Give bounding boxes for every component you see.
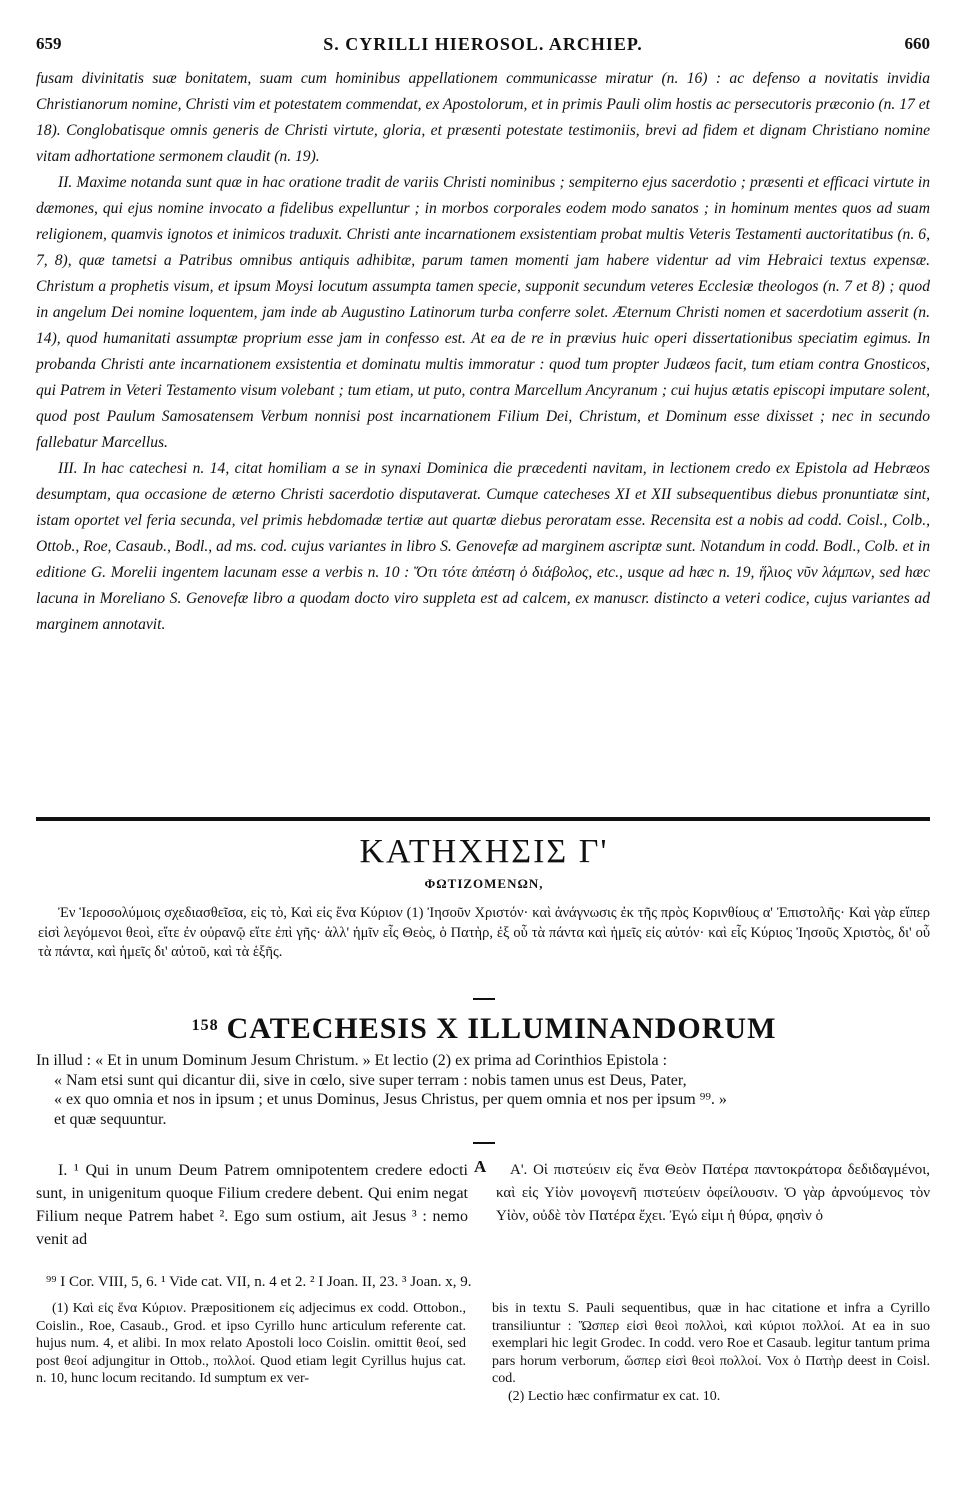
latin-body-column [36, 1159, 468, 1251]
latin-lemma [36, 1051, 930, 1129]
note-1: (1) Καὶ εἰς ἕνα Κύριον. Præpositionem εἰς adjecimus ex codd. Ottobon., Coislin., Roe, Casaub., Grod. et ipso Cyrillo hunc articulum referente cat. hujus num. 4, et alibi. In mox relato Apostoli loco Coislin. omittit θεοί, sed post θεοί adjungitur in Ottob., πολλοί. Quod etiam legit Cyrillus hujus cat. n. 10, hunc locum recitando. Id sumptum ex ver- [36, 1301, 466, 1386]
latin-title-text: CATECHESIS X ILLUMINANDORUM [226, 1012, 777, 1045]
margin-letter: A [474, 1157, 487, 1176]
greek-title: ΚΑΤΗΧΗΣΙΣ Γ' [359, 833, 609, 870]
short-divider [473, 998, 495, 1000]
latin-title [0, 1012, 968, 1046]
section-divider [36, 817, 930, 821]
lemma-line-1: In illud : « Et in unum Dominum Jesum Christum. » Et lectio (2) ex prima ad Corinthios Epistola : [36, 1052, 668, 1069]
notes-right-column [492, 1300, 930, 1405]
scripture-references: ⁹⁹ I Cor. VIII, 5, 6. ¹ Vide cat. VII, n. 4 et 2. ² I Joan. II, 23. ³ Joan. x, 9. [46, 1274, 472, 1290]
intro-paragraph-1: fusam divinitatis suæ bonitatem, suam cum hominibus appellationem communicasse miratur (n. 16) : ac defenso a novitatis invidia Christianorum nomine, Christi vim et potestatem commendat, ex Apostolorum, et in primis Pauli olim hostis ac persecutoris præconio (n. 17 et 18). Conglobatisque omnis generis de Christi virtute, gloria, et præsenti potestate testimoniis, brevi ad fidem et dignam Christiano nomine vitam adhortatione sermonem claudit (n. 19). [36, 70, 930, 165]
greek-subtitle: ΦΩΤΙΖΟΜΕΝΩΝ, [424, 876, 544, 891]
lemma-line-3: « ex quo omnia et nos in ipsum ; et unus Dominus, Jesus Christus, per quem omnia et nos per ipsum ⁹⁹. » [54, 1091, 727, 1108]
greek-body-column [496, 1159, 930, 1228]
introduction-text [36, 66, 930, 638]
greek-incipit: Ἐν Ἱεροσολύμοις σχεδιασθεῖσα, εἰς τὸ, Καὶ εἰς ἕνα Κύριον (1) Ἰησοῦν Χριστόν· καὶ ἀνάγνωσις ἐκ τῆς πρὸς Κορινθίους α' Ἐπιστολῆς· Καὶ γὰρ εἴπερ εἰσὶ λεγόμενοι θεοὶ, εἴτε ἐν οὐρανῷ εἴτε ἐπὶ γῆς· ἀλλ' ἡμῖν εἷς Θεὸς, ὁ Πατὴρ, ἐξ οὗ τὰ πάντα καὶ ἡμεῖς εἰς αὐτόν· καὶ εἷς Κύριος Ἰησοῦς Χριστὸς, δι' οὗ τὰ πάντα, καὶ ἡμεῖς δι' αὐτοῦ, καὶ τὰ ἑξῆς. [38, 905, 930, 960]
note-2: (2) Lectio hæc confirmatur ex cat. 10. [508, 1388, 721, 1404]
running-header [36, 34, 930, 60]
greek-body-text: Α'. Οἱ πιστεύειν εἰς ἕνα Θεὸν Πατέρα παντοκράτορα δεδιδαγμένοι, καὶ εἰς Υἱὸν μονογενῆ πιστεύειν ὀφείλουσιν. Ὁ γὰρ ἀρνούμενος τὸν Υἱὸν, οὐδὲ τὸν Πατέρα ἔχει. Ἐγώ εἰμι ἡ θύρα, φησὶν ὁ [496, 1162, 930, 1224]
notes-left-column [36, 1300, 466, 1388]
intro-paragraph-3: III. In hac catechesi n. 14, citat homiliam a se in synaxi Dominica die præcedenti navitam, in lectionem credo ex Epistola ad Hebræos desumptam, qua occasione de æterno Christi sacerdotio disputaverat. Cumque catecheses XI et XII subsequentibus diebus pronuntiatæ sint, istam oportet vel feria secunda, vel primis hebdomadæ tertiæ aut quartæ diebus peroratam esse. Recensita est a nobis ad codd. Coisl., Colb., Ottob., Roe, Casaub., Bodl., ad ms. cod. cujus variantes in libro S. Genovefæ ad marginem ascriptæ sunt. Notandum in codd. Bodl., Colb. et in editione G. Morelii ingentem lacunam esse a verbis n. 10 : Ὅτι τότε ἀπέστη ὁ διάβολος, etc., usque ad hæc n. 19, ἥλιος νῦν λάμπων, sed hæc lacuna in Moreliano S. Genovefæ libro a quodam docto viro suppleta est ad calcem, ex manuscr. distincto a veteri codice, cujus variantes ad marginem annotavit. [36, 460, 930, 633]
lemma-line-2: « Nam etsi sunt qui dicantur dii, sive in cœlo, sive super terram : nobis tamen unus est Deus, Pater, [54, 1071, 687, 1089]
page-number-left: 659 [36, 34, 62, 53]
running-title: S. CYRILLI HIEROSOL. ARCHIEP. [323, 34, 643, 54]
note-1-continued: bis in textu S. Pauli sequentibus, quæ in hac citatione et infra a Cyrillo transiliuntur : Ὥσπερ εἰσὶ θεοὶ πολλοὶ, καὶ κύριοι πολλοί. At ea in suo exemplari hic legit Grodec. In codd. vero Roe et Casaub. legitur tantum prima pars horum verborum, ὥσπερ εἰσὶ θεοὶ πολλοί. Vox ὁ Πατὴρ deest in Coisl. cod. [492, 1301, 930, 1386]
short-divider [473, 1142, 495, 1144]
lemma-line-4: et quæ sequuntur. [54, 1110, 167, 1128]
page-number-right: 660 [904, 34, 930, 53]
latin-body-text: I. ¹ Qui in unum Deum Patrem omnipotentem credere edocti sunt, in unigenitum quoque Filium credere debent. Qui enim negat Filium neque Patrem habet ². Ego sum ostium, ait Jesus ³ : nemo venit ad [36, 1162, 468, 1248]
intro-paragraph-2: II. Maxime notanda sunt quæ in hac oratione tradit de variis Christi nominibus ; sempiterno ejus sacerdotio ; præsenti et efficaci virtute in dæmones, qui ejus nomine invocato a fidelibus expelluntur ; in morbos corporales eodem modo sanatos ; in hominum mentes quos ad suam religionem, quamvis ignotos et inimicos traduxit. Christi ante incarnationem exsistentiam probat multis Veteris Testamenti auctoritatibus (n. 6, 7, 8), quæ tametsi a Patribus omnibus antiquis adhibitæ, parum tamen momenti jam habere videntur ad vim Hebraici textus expensæ. Christum a prophetis visum, et ipsum Moysi locutum assumpta tamen specie, supponit secundum veteres Ecclesiæ theologos (n. 7 et 8) ; quod in angelum Dei nomine loquentem, jam inde ab Augustino Latinorum turba conferre solet. Æternum Christi nomen et sacerdotium asserit (n. 14), quod humanitati assumptæ proprium esse jam in confesso est. At ea de re in prævius huic operi dissertationibus speciatim egimus. In probanda Christi ante incarnationem exsistentia et dominatu multis immoratur : quod tum propter Judæos facit, tum etiam contra Gnosticos, qui Patrem in Veteri Testamento visum volebant ; tum etiam, ut puto, contra Marcellum Ancyranum ; cui hujus ætatis episcopi imputare solent, quod post Paulum Samosatensem Verbum nonnisi post incarnationem Filium Dei, Christum, et Dominum esse dixisset ; nec in secundo fallebatur Marcellus. [36, 174, 930, 451]
column-number: 158 [191, 1017, 219, 1034]
